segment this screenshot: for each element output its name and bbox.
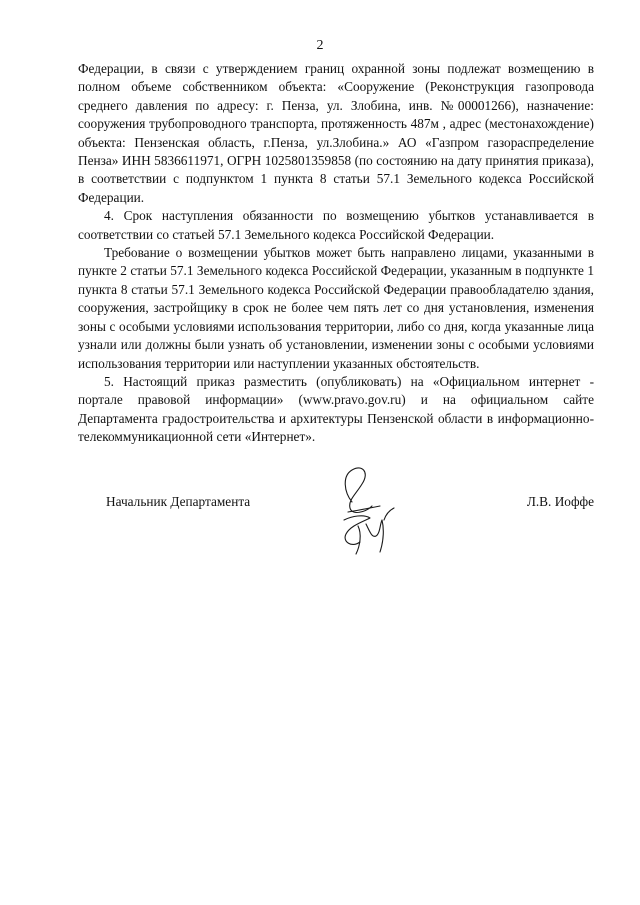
paragraph-continuation: Федерации, в связи с утверждением границ охранной зоны подлежат возмещению в полном объеме собственником объекта: «Сооружение (Реконструкция газопровода среднего давления по адресу: г. Пенза, ул. Злобина, инв. №00001266), назначение: сооружения трубопроводного транспорта, протяженность 487м , адрес (местонахождение) объекта: Пензенская область, г.Пенза, ул.Злобина.» АО «Газпром газораспределение Пенза» ИНН 5836611971, ОГРН 1025801359858 (по состоянию на дату принятия приказа), в соответствии с подпунктом 1 пункта 8 статьи 57.1 Земельного кодекса Российской Федерации. [78, 61, 594, 205]
signatory-name: Л.В. Иоффе [526, 494, 594, 509]
paragraph-item-4: 4. Срок наступления обязанности по возмещению убытков устанавливается в соответствии со статьей 57.1 Земельного кодекса Российской Федерации. [78, 208, 594, 242]
page-number: 2 [316, 38, 324, 53]
document-body [78, 60, 594, 447]
signatory-position: Начальник Департамента [106, 494, 251, 509]
paragraph-claim-requirement: Требование о возмещении убытков может быть направлено лицами, указанными в пункте 2 статьи 57.1 Земельного кодекса Российской Федерации, указанным в подпункте 1 пункта 8 статьи 57.1 Земельного кодекса Российской Федерации правообладателю здания, сооружения, застройщику в срок не более чем пять лет со дня установления, изменения зоны с особыми условиями использования территории, либо со дня, когда указанные лица узнали или должны были узнать об установлении, изменении зоны с особыми условиями использования территории или наступлении указанных обстоятельств. [78, 245, 594, 371]
paragraph-item-5: 5. Настоящий приказ разместить (опубликовать) на «Официальном интернет - портале правовой информации» (www.pravo.gov.ru) и на официальном сайте Департамента градостроительства и архитектуры Пензенской области в информационно-телекоммуникационной сети «Интернет». [78, 373, 594, 445]
handwritten-signature-icon [322, 462, 412, 560]
